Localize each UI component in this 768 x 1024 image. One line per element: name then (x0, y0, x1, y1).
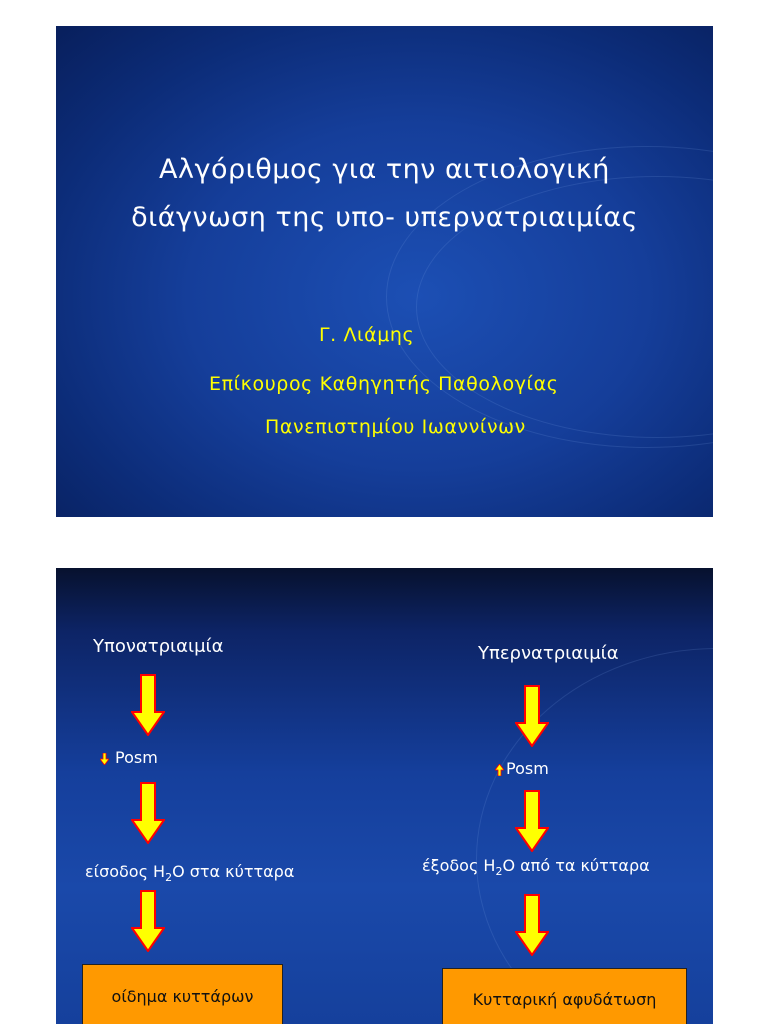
title-slide (56, 26, 713, 517)
down-arrow-icon (131, 674, 165, 736)
water-entry-pre: είσοδος Η (85, 862, 166, 881)
posm-label: Posm (506, 759, 549, 778)
water-exit-sub: 2 (495, 865, 503, 879)
hyponatremia-heading: Υπονατριαιμία (93, 636, 224, 657)
water-exit-pre: έξοδος Η (422, 856, 496, 875)
small-up-arrow-icon (495, 764, 504, 776)
down-arrow-icon (515, 790, 549, 852)
down-arrow-icon (515, 685, 549, 747)
hypernatremia-heading: Υπερνατριαιμία (478, 643, 619, 664)
slide-title (56, 146, 713, 242)
water-exit-post: Ο από τα κύτταρα (502, 856, 650, 875)
title-line-1: Αλγόριθμος για την αιτιολογική (159, 154, 610, 185)
author-university: Πανεπιστημίου Ιωαννίνων (265, 416, 526, 438)
flowchart-slide (56, 568, 713, 1024)
down-arrow-icon (131, 890, 165, 952)
water-entry-post: Ο στα κύτταρα (172, 862, 295, 881)
author-name: Γ. Λιάμης (319, 324, 415, 346)
down-arrow-icon (131, 782, 165, 844)
posm-up-row (495, 759, 549, 778)
posm-label: Posm (115, 748, 158, 767)
posm-down-row (100, 748, 158, 767)
water-entry-text (85, 862, 294, 884)
down-arrow-icon (515, 894, 549, 956)
small-down-arrow-icon (100, 753, 109, 765)
title-line-2: διάγνωση της υπο- υπερνατριαιμίας (131, 202, 638, 233)
author-position: Επίκουρος Καθηγητής Παθολογίας (209, 373, 559, 395)
cell-edema-box: οίδημα κυττάρων (82, 964, 283, 1024)
water-entry-sub: 2 (165, 871, 173, 885)
cell-dehydration-box: Κυτταρική αφυδάτωση (442, 968, 687, 1024)
water-exit-text (422, 856, 650, 878)
